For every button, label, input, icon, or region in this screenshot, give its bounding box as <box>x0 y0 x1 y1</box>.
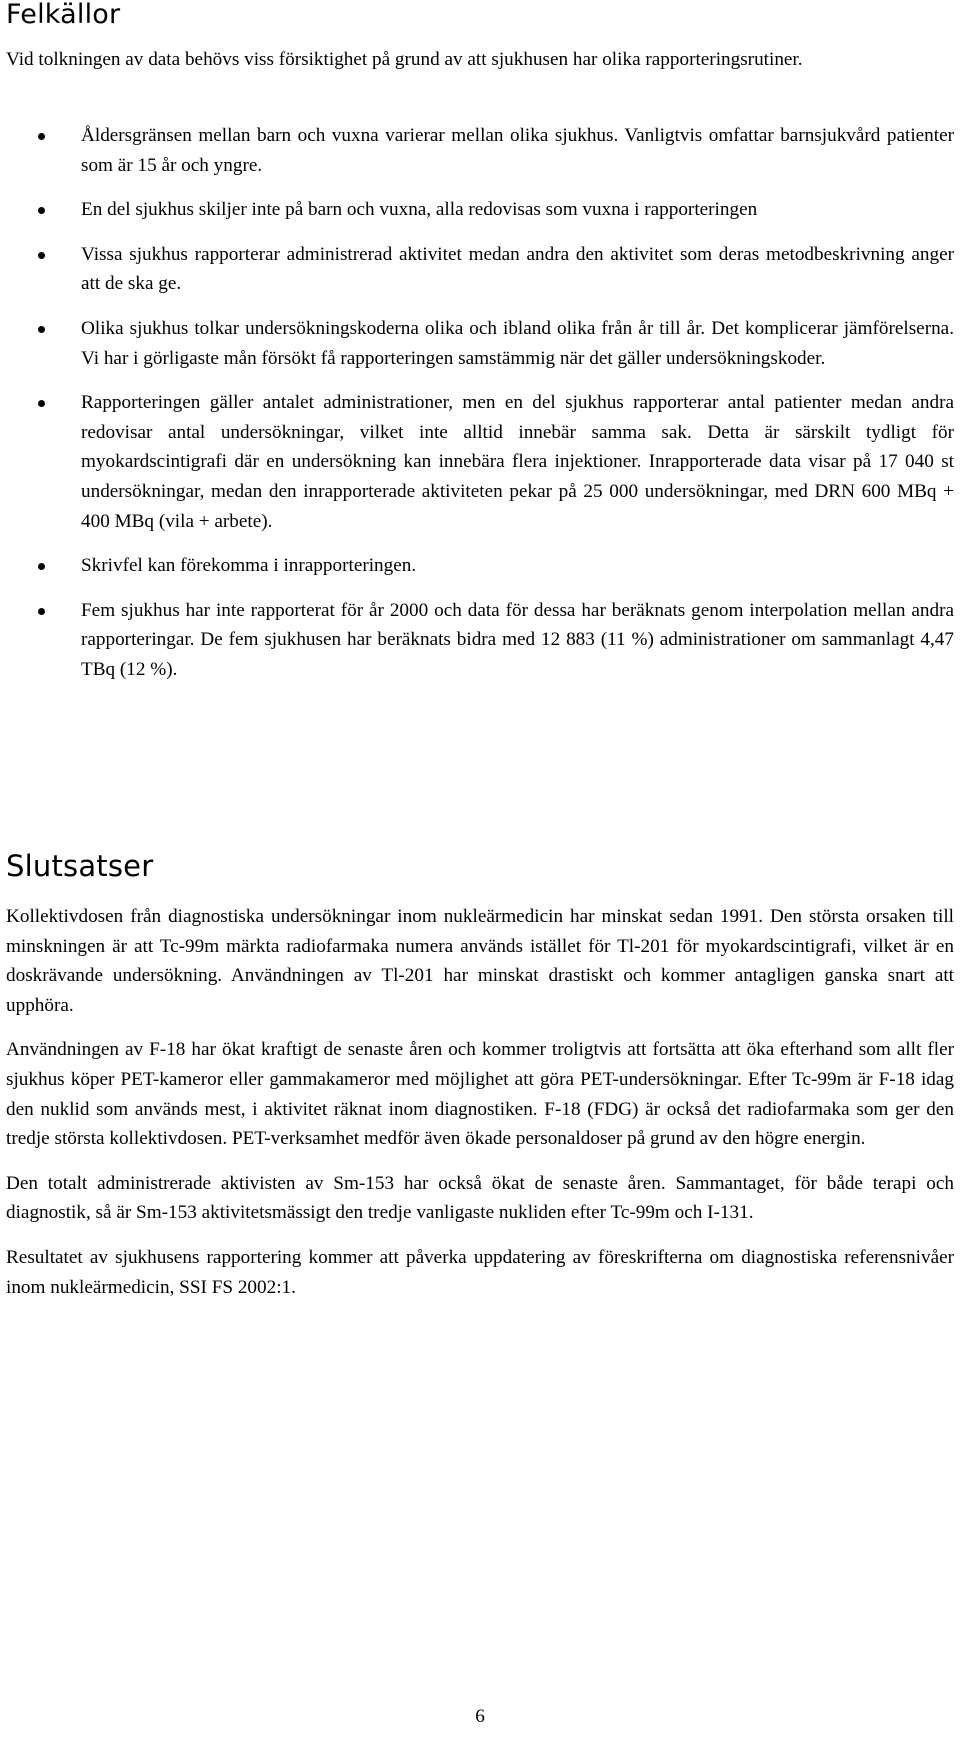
list-item <box>6 551 954 581</box>
bullet-icon <box>38 400 45 407</box>
list-item <box>6 121 954 180</box>
list-item-text: Fem sjukhus har inte rapporterat för år 2000 och data för dessa har beräknats genom interpolation mellan andra rapporteringar. De fem sjukhusen har beräknats bidra med 12 883 (11 %) administrationer om sammanlagt 4,47 TBq (12 %). <box>81 599 954 680</box>
list-item-text: En del sjukhus skiljer inte på barn och vuxna, alla redovisas som vuxna i rapporteringen <box>81 199 758 221</box>
list-item <box>6 314 954 373</box>
list-item-text: Skrivfel kan förekomma i inrapporteringen. <box>81 555 417 577</box>
slutsatser-paragraph: Användningen av F-18 har ökat kraftigt de senaste åren och kommer troligtvis att fortsätta att öka efterhand som allt fler sjukhus köper PET-kameror eller gammakameror med möjlighet att göra PET-undersökningar. Efter Tc-99m är F-18 idag den nuklid som används mest, i aktivitet räknat inom diagnostiken. F-18 (FDG) är också det radiofarmaka som ger den tredje största kollektivdosen. PET-verksamhet medför även ökade personaldoser på grund av den högre energin. <box>6 1039 954 1150</box>
bullet-icon <box>38 563 45 570</box>
bullet-icon <box>38 207 45 214</box>
felkallor-intro: Vid tolkningen av data behövs viss försiktighet på grund av att sjukhusen har olika rapporteringsrutiner. <box>6 49 803 70</box>
list-item <box>6 195 954 225</box>
list-item-text: Vissa sjukhus rapporterar administrerad aktivitet medan andra den aktivitet som deras metodbeskrivning anger att de ska ge. <box>81 243 954 295</box>
list-item <box>6 596 954 685</box>
slutsatser-paragraph: Kollektivdosen från diagnostiska undersökningar inom nukleärmedicin har minskat sedan 1991. Den största orsaken till minskningen är att Tc-99m märkta radiofarmaka numera används istället för Tl-201 för myokardscintigrafi, vilket är en doskrävande undersökning. Användningen av Tl-201 har minskat drastiskt och kommer antagligen ganska snart att upphöra. <box>6 906 954 1016</box>
list-item-text: Olika sjukhus tolkar undersökningskoderna olika och ibland olika från år till år. Det komplicerar jämförelserna. Vi har i görligaste mån försökt få rapporteringen samstämmig när det gäller undersökningskoder. <box>81 317 954 369</box>
page-number: 6 <box>475 1706 485 1727</box>
bullet-icon <box>38 608 45 615</box>
slutsatser-paragraph: Resultatet av sjukhusens rapportering kommer att påverka uppdatering av föreskrifterna om diagnostiska referensnivåer inom nukleärmedicin, SSI FS 2002:1. <box>6 1246 954 1298</box>
slutsatser-paragraph: Den totalt administrerade aktivisten av Sm-153 har också ökat de senaste åren. Sammantaget, för både terapi och diagnostik, så är Sm-153 aktivitetsmässigt den tredje vanligaste nukliden efter Tc-99m och I-131. <box>6 1172 954 1224</box>
list-item-text: Rapporteringen gäller antalet administrationer, men en del sjukhus rapporterar antal patienter medan andra redovisar antal undersökningar, vilket inte alltid innebär samma sak. Detta är särskilt tydligt för myokardscintigrafi där en undersökning kan innebära flera injektioner. Inrapporterade data visar på 17 040 st undersökningar, medan den inrapporterade aktiviteten pekar på 25 000 undersökningar, med DRN 600 MBq + 400 MBq (vila + arbete). <box>81 392 954 532</box>
heading-slutsatser: Slutsatser <box>6 849 154 883</box>
heading-felkallor: Felkällor <box>6 0 121 30</box>
felkallor-bullet-list <box>6 121 954 700</box>
bullet-icon <box>38 133 45 140</box>
bullet-icon <box>38 252 45 259</box>
slutsatser-body <box>6 902 954 1317</box>
bullet-icon <box>38 326 45 333</box>
list-item <box>6 240 954 299</box>
list-item-text: Åldersgränsen mellan barn och vuxna varierar mellan olika sjukhus. Vanligtvis omfattar barnsjukvård patienter som är 15 år och yngre. <box>81 125 954 176</box>
list-item <box>6 388 954 536</box>
